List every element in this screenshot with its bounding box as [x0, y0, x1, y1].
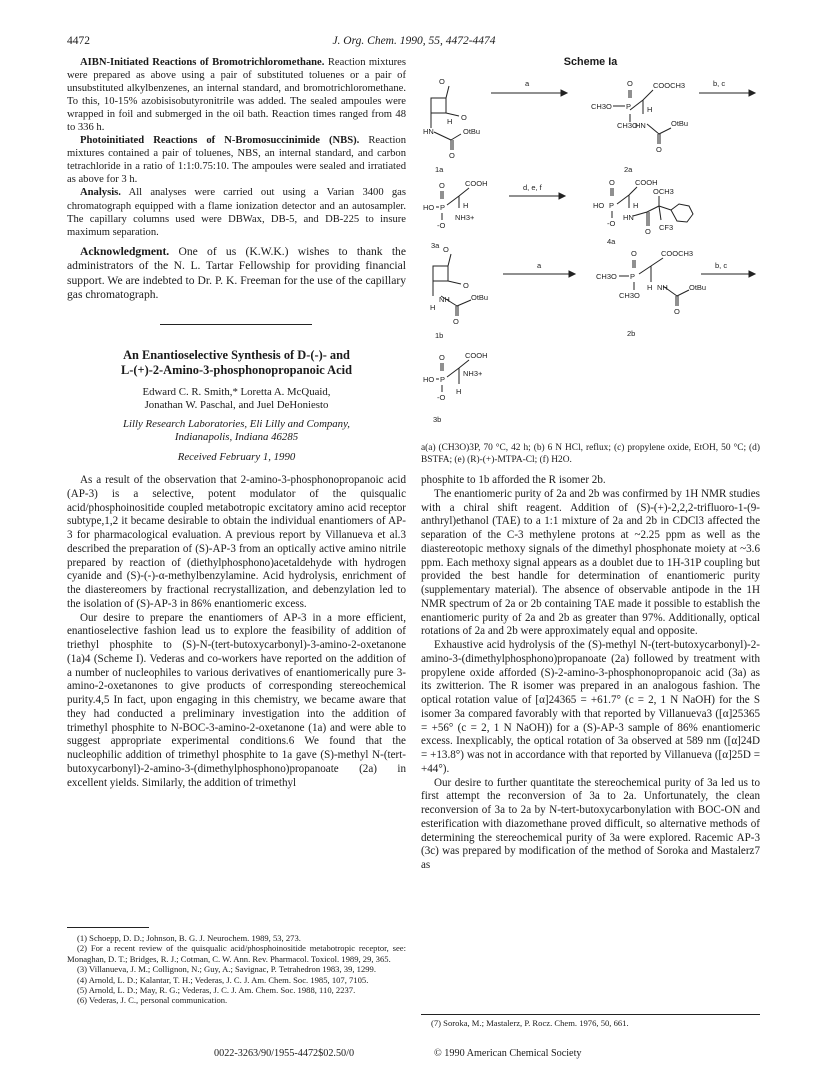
body-paragraph: The enantiomeric purity of 2a and 2b was confirmed by 1H NMR studies with a chiral shift reagent. Addition of (S)-(+)-2,2,2-trifluoro-1-(9-anthryl)ethanol (TAE) to a 1:1 mixture of 2a and 2b in CDCl3 affected the separation of the C-3 methylene protons at ~2.25 ppm as well as the diastereotopic methoxy signals of the dimethyl phosphonate moiety at ~3.6 ppm. Each methoxy signal appears as a doublet due to 1H-31P coupling but provided the best handle for determination of enantiomeric purity (supplementary material). The absence of observable antipode in the 1H NMR spectrum of 2a or 2b containing TAE made it possible to establish the enantiomeric purity of 2a and 2b as greater than 97%. Additionally, optical rotations of 2a and 2b were approximately equal and opposite.	[421, 487, 760, 638]
arrow-label: d, e, f	[523, 183, 542, 192]
atom-label: -O	[607, 219, 616, 228]
atom-label: H	[447, 117, 453, 126]
group-label: CH3O	[596, 272, 617, 281]
atom-label: -O	[437, 393, 446, 402]
compound-label: 3b	[433, 415, 442, 424]
compound-label: 2a	[624, 165, 633, 174]
group-label: COOCH3	[661, 249, 694, 258]
compound-label: 3a	[431, 241, 440, 250]
atom-label: O	[631, 249, 637, 258]
compound-label: 2b	[627, 329, 636, 338]
body-paragraph: Exhaustive acid hydrolysis of the (S)-methyl N-(tert-butoxycarbonyl)-2-amino-3-(dimethylphosphono)propanoate (2a) followed by treatment with propylene oxide afforded (S)-2-amino-3-phosphonopropanoic acid (3a) as its zwitterion. The R isomer was prepared in an analogous fashion. The optical rotation value of [α]24365 = +61.7° (c = 2, 1 N NaOH) for the S isomer 3a compared favorably with that reported by Villanueva3 ([α]25365 = +56° (c = 2, 1 N NaOH)) for a (S)-AP-3 sample of 86% enantiomeric excess. Inexplicably, the optical rotation of 3a observed at 589 nm ([α]24D = +13.8°) was not in accordance with that reported by Villanueva ([α]25D = +44°).	[421, 639, 760, 775]
atom-label: P	[440, 203, 446, 212]
group-label: OCH3	[653, 187, 674, 196]
right-body	[421, 474, 760, 873]
compound-label: 4a	[607, 237, 616, 246]
group-label: COOH	[635, 178, 658, 187]
author-line: Jonathan W. Paschal, and Juel DeHoniesto	[144, 399, 329, 411]
article-title	[67, 348, 406, 378]
atom-label: P	[609, 201, 615, 210]
page-number: 4472	[67, 35, 90, 47]
section-head: AIBN-Initiated Reactions of Bromotrichloromethane.	[80, 57, 325, 68]
atom-label: O	[463, 281, 469, 290]
group-label: NH3+	[463, 369, 483, 378]
atom-label: O	[453, 317, 459, 326]
section-head: Analysis.	[80, 187, 121, 199]
group-label: CH3O	[591, 102, 612, 111]
group-label: COOCH3	[653, 81, 686, 90]
acknowledgment	[67, 245, 406, 303]
footnote: (5) Arnold, L. D.; May, R. G.; Vederas, J. C. J. Am. Chem. Soc. 1988, 110, 2237.	[77, 985, 356, 996]
atom-label: H	[647, 105, 653, 114]
atom-label: P	[630, 272, 636, 281]
atom-label: HO	[423, 375, 435, 384]
atom-label: NH	[439, 295, 450, 304]
group-label: NH3+	[455, 213, 475, 222]
atom-label: P	[440, 375, 446, 384]
atom-label: O	[449, 151, 455, 160]
paragraph-text: Reaction mixtures contained a pair of toluenes, NBS, an internal standard, and carbon tetrachloride in a ratio of 1:1:0.75:10. The ampoules were sealed and irratiated as above for 3 h.	[67, 135, 407, 186]
scheme-svg	[421, 68, 761, 443]
paragraph-text: Reaction mixtures were prepared as above using a pair of substituted toluenes or a pair of unsubstituted alkylbenzenes, an internal standard, and bromotrichloromethane. To this, 10-15% azobisisobutyronitrile was added. The sealed ampoules were wrapped in foil and submerged in the oil bath. Reaction times ranged from 48 to 336 h.	[67, 57, 406, 134]
atom-label: O	[439, 353, 445, 362]
atom-label: HN	[635, 121, 646, 130]
group-label: CH3O	[619, 291, 640, 300]
divider	[160, 324, 312, 325]
issn: 0022-3263/90/1955-4472$02.50/0	[214, 1048, 355, 1059]
atom-label: H	[633, 201, 639, 210]
footnote: (6) Vederas, J. C., personal communication.	[77, 995, 228, 1006]
affiliation-line: Lilly Research Laboratories, Eli Lilly and Company,	[123, 418, 350, 430]
atom-label: H	[456, 387, 462, 396]
compound-label: 1b	[435, 331, 444, 340]
atom-label: O	[439, 181, 445, 190]
title-line: An Enantioselective Synthesis of D-(-)- and	[123, 348, 350, 362]
author-line: Edward C. R. Smith,* Loretta A. McQuaid,	[142, 386, 331, 398]
received-date: Received February 1, 1990	[177, 451, 296, 463]
atom-label: HO	[423, 203, 435, 212]
atom-label: O	[627, 79, 633, 88]
left-column	[67, 56, 406, 303]
title-line: L-(+)-2-Amino-3-phosphonopropanoic Acid	[121, 363, 352, 377]
atom-label: HO	[593, 201, 605, 210]
copyright: © 1990 American Chemical Society	[434, 1048, 582, 1059]
atom-label: P	[626, 102, 632, 111]
atom-label: NH	[657, 283, 668, 292]
footnotes-right	[421, 1018, 760, 1028]
group-label: CH3O	[617, 121, 638, 130]
atom-label: H	[430, 303, 436, 312]
section-head: Photoinitiated Reactions of N-Bromosuccinimide (NBS).	[80, 135, 360, 147]
method-paragraph	[67, 56, 406, 134]
atom-label: O	[609, 178, 615, 187]
scheme-footnote: a(a) (CH3O)3P, 70 °C, 42 h; (b) 6 N HCl, reflux; (c) propylene oxide, EtOH, 50 °C; (d) BSTFA; (e) (R)-(+)-MTPA-Cl; (f) H2O.	[421, 443, 760, 465]
atom-label: HN	[423, 127, 434, 136]
footnote: (7) Soroka, M.; Mastalerz, P. Rocz. Chem. 1976, 50, 661.	[431, 1018, 629, 1028]
footnotes-left	[67, 933, 406, 1006]
atom-label: O	[443, 245, 449, 254]
group-label: OtBu	[671, 119, 689, 128]
atom-label: O	[439, 77, 445, 86]
atom-label: -O	[437, 221, 446, 230]
scheme-title: Scheme Ia	[563, 56, 618, 68]
atom-label: HN	[623, 213, 634, 222]
footnote: (4) Arnold, L. D.; Kalantar, T. H.; Vederas, J. C. J. Am. Chem. Soc. 1985, 107, 7105.	[77, 974, 369, 985]
affiliation	[67, 418, 406, 444]
group-label: COOH	[465, 351, 488, 360]
group-label: OtBu	[471, 293, 489, 302]
arrow-label: a	[525, 79, 530, 88]
atom-label: O	[645, 227, 651, 236]
body-paragraph: As a result of the observation that 2-amino-3-phosphonopropanoic acid (AP-3) is a selective, potent modulator of the quisqualic acid/phosphoinositide coupled metabotropic excitatory amino acid receptor subtype,1,2 it became desirable to obtain the individual enantiomers of AP-3 for pharmacological evaluation. A previous report by Villanueva et al.3 described the preparation of (S)-AP-3 from an optically active amino nitrile prepared by reaction of (diethylphosphono)acetaldehyde with hydrogen cyanide and (S)-(-)-α-methylbenzylamine. Acid hydrolysis, enrichment of the diastereomers by fractional recrystallization, and debenzylation led to the isolation of (S)-AP-3 in 86% enantiomeric excess.	[67, 474, 406, 610]
footnote: (3) Villanueva, J. M.; Collignon, N.; Guy, A.; Savignac, P. Tetrahedron 1983, 39, 1299.	[77, 964, 376, 975]
affiliation-line: Indianapolis, Indiana 46285	[174, 431, 299, 443]
atom-label: O	[656, 145, 662, 154]
body-paragraph: Our desire to further quantitate the stereochemical purity of 3a led us to first attempt the reconversion of 3a to 2a. Unfortunately, the clean reconversion of 3a to 2a by N-tert-butoxycarbonylation with BOC-ON and esterification with diazomethane proved difficult, so alternative methods of determining the stereochemical purity of 3a were explored. Racemic AP-3 (3c) was prepared by modification of the method of Soroka and Mastalerz7 as	[421, 776, 760, 871]
footnote: (2) For a recent review of the quisqualic acid/phosphoinositide metabotropic receptor, see: Monaghan, D. T.; Bridges, R. J.; Cotman, C. W. Ann. Rev. Pharmacol. Toxicol. 1989, 29, 365.	[67, 943, 406, 964]
atom-label: O	[674, 307, 680, 316]
footnote-rule	[67, 927, 149, 928]
authors	[67, 386, 406, 412]
scheme-figure	[421, 68, 761, 443]
body-paragraph: Our desire to prepare the enantiomers of AP-3 in a more efficient, enantioselective fashion lead us to explore the feasibility of addition of triethyl phosphite to (S)-N-(tert-butoxycarbonyl)-3-amino-2-oxetanone (1a)4 (Scheme I). Vederas and co-workers have reported on the addition of a number of nucleophiles to various derivatives of enantiomerically pure 3-amino-2-oxetanones to give products of corresponding stereochemical purity.4,5 In fact, upon engaging in this chemistry, we became aware that they had conducted a preliminary investigation into the addition of trimethyl phosphite to N-BOC-3-amino-2-oxetanone (1a) and were able to suggest appropriate experimental conditions.6 We found that the nucleophilic addition of trimethyl phosphite to 1a gave (S)-methyl N-(tert-butoxycarbonyl)-2-amino-3-(dimethylphosphono)propanoate (2a) in excellent yields. Similarly, the addition of trimethyl	[67, 611, 406, 789]
atom-label: O	[461, 113, 467, 122]
body-paragraph: phosphite to 1b afforded the R isomer 2b.	[421, 474, 606, 486]
group-label: OtBu	[689, 283, 707, 292]
group-label: CF3	[659, 223, 674, 232]
footnote: (1) Schoepp, D. D.; Johnson, B. G. J. Neurochem. 1989, 53, 273.	[77, 933, 301, 943]
footnote-rule	[421, 1014, 760, 1015]
atom-label: H	[463, 201, 469, 210]
compound-label: 1a	[435, 165, 444, 174]
group-label: COOH	[465, 179, 488, 188]
method-paragraph	[67, 186, 406, 238]
paragraph-text: All analyses were carried out using a Varian 3400 gas chromatograph equipped with a flame ionization detector and an autosampler. The capillary columns used were DBWax, DB-5, and DB-225 to insure maximum separation.	[67, 187, 406, 238]
left-body	[67, 474, 406, 790]
section-head: Acknowledgment.	[80, 244, 170, 258]
running-header: J. Org. Chem. 1990, 55, 4472-4474	[332, 35, 496, 47]
arrow-label: b, c	[715, 261, 728, 270]
arrow-label: a	[537, 261, 542, 270]
paragraph-text: One of us (K.W.K.) wishes to thank the administrators of the N. L. Tartar Fellowship for providing financial support. We are indebted to Dr. P. K. Freeman for the use of the capillary gas chromatograph.	[67, 244, 406, 302]
method-paragraph	[67, 134, 406, 186]
arrow-label: b, c	[713, 79, 726, 88]
atom-label: H	[647, 283, 653, 292]
group-label: OtBu	[463, 127, 481, 136]
